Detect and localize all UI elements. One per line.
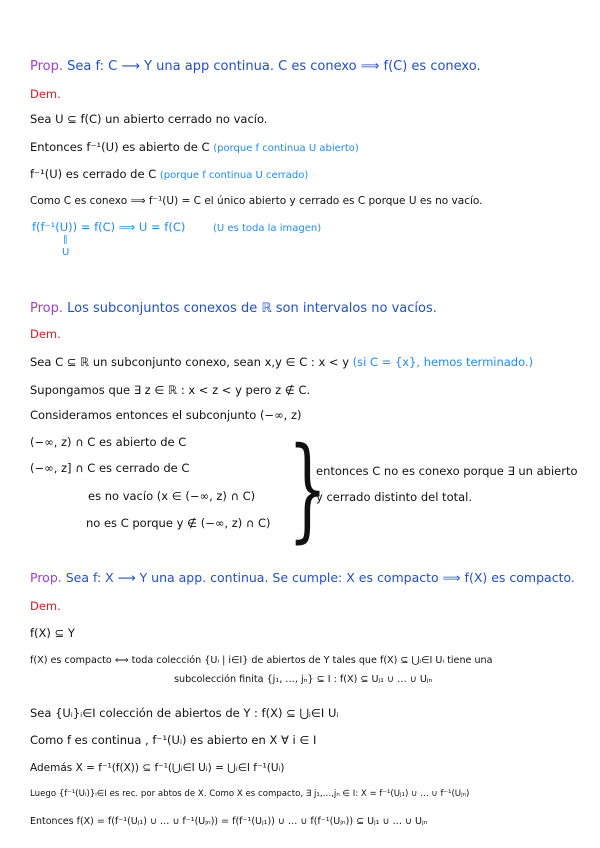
prop3-line7: Entonces f(X) = f(f⁻¹(Uⱼ₁) ∪ … ∪ f⁻¹(Uⱼₙ)) = f(f⁻¹(Uⱼ₁)) ∪ … ∪ f(f⁻¹(Uⱼₙ)) ⊆ Uⱼ₁ ∪ … ∪ Uⱼₙ — [30, 816, 428, 827]
prop2-concl2: y cerrado distinto del total. — [316, 490, 473, 504]
prop2-line1-note: (si C = {x}, hemos terminado.) — [352, 355, 534, 369]
prop1-label: Prop. — [30, 59, 64, 74]
prop1-line2 — [30, 142, 359, 154]
prop2-line1 — [30, 357, 533, 369]
prop1-line4: Como C es conexo ⟹ f⁻¹(U) = C el único abierto y cerrado es C porque U es no vacío. — [30, 195, 483, 207]
prop1-line5-u: U — [62, 247, 70, 258]
prop1-line3 — [30, 169, 308, 181]
prop2-line2: Supongamos que ∃ z ∈ ℝ : x < z < y pero z ∉ C. — [30, 383, 311, 397]
prop2-line6: es no vacío (x ∈ (−∞, z) ∩ C) — [88, 489, 256, 503]
prop3-line4: Como f es continua , f⁻¹(Uᵢ) es abierto en X ∀ i ∈ I — [30, 733, 317, 747]
prop2-statement: Los subconjuntos conexos de ℝ son intervalos no vacíos. — [67, 301, 437, 316]
prop2-concl1: entonces C no es conexo porque ∃ un abierto — [316, 464, 578, 478]
prop2-heading — [30, 302, 437, 315]
prop2-line5: (−∞, z] ∩ C es cerrado de C — [30, 461, 190, 475]
prop1-line3-note: (porque f continua U cerrado) — [159, 170, 309, 181]
prop1-dem-label: Dem. — [30, 87, 61, 101]
prop1-line5-eq: f(f⁻¹(U)) = f(C) ⟹ U = f(C) — [32, 220, 186, 234]
prop2-line7: no es C porque y ∉ (−∞, z) ∩ C) — [86, 516, 271, 530]
prop1-line3-text: f⁻¹(U) es cerrado de C — [30, 167, 157, 181]
prop3-line2: f(X) es compacto ⟺ toda colección {Uᵢ | i∈I} de abiertos de Y tales que f(X) ⊆ ⋃ᵢ∈I Uᵢ tiene una — [30, 655, 493, 666]
prop3-heading — [30, 572, 575, 585]
prop1-line5-mark: ∥ — [63, 235, 68, 245]
prop3-dem-label: Dem. — [30, 599, 61, 613]
right-brace: } — [288, 424, 328, 554]
prop1-line2-text: Entonces f⁻¹(U) es abierto de C — [30, 140, 210, 154]
prop1-line5 — [32, 222, 321, 234]
prop2-line4: (−∞, z) ∩ C es abierto de C — [30, 435, 187, 449]
prop2-line1-text: Sea C ⊆ ℝ un subconjunto conexo, sean x,y ∈ C : x < y — [30, 355, 349, 369]
prop1-line5-note: (U es toda la imagen) — [213, 223, 322, 234]
prop3-line2b: subcolección finita {j₁, …, jₙ} ⊆ I : f(X) ⊆ Uⱼ₁ ∪ … ∪ Uⱼₙ — [174, 674, 433, 685]
prop2-line3: Consideramos entonces el subconjunto (−∞, z) — [30, 408, 302, 422]
prop1-line1: Sea U ⊆ f(C) un abierto cerrado no vacío. — [30, 112, 268, 126]
prop3-line5: Además X = f⁻¹(f(X)) ⊆ f⁻¹(⋃ᵢ∈I Uᵢ) = ⋃ᵢ∈I f⁻¹(Uᵢ) — [30, 762, 285, 774]
prop2-dem-label: Dem. — [30, 327, 61, 341]
prop3-statement: Sea f: X ⟶ Y una app. continua. Se cumple: X es compacto ⟹ f(X) es compacto. — [65, 570, 575, 585]
prop1-heading — [30, 60, 481, 73]
prop1-line2-note: (porque f continua U abierto) — [213, 143, 359, 154]
prop3-label: Prop. — [30, 570, 62, 585]
prop3-line6: Luego {f⁻¹(Uᵢ)}ᵢ∈I es rec. por abtos de X. Como X es compacto, ∃ j₁,…,jₙ ∈ I: X = f⁻¹(Uⱼ₁) ∪ … ∪ f⁻¹(Uⱼₙ) — [30, 789, 470, 799]
prop3-line3: Sea {Uᵢ}ᵢ∈I colección de abiertos de Y : f(X) ⊆ ⋃ᵢ∈I Uᵢ — [30, 706, 339, 720]
prop2-label: Prop. — [30, 301, 64, 316]
prop3-line1: f(X) ⊆ Y — [30, 626, 75, 640]
prop1-statement: Sea f: C ⟶ Y una app continua. C es conexo ⟹ f(C) es conexo. — [67, 59, 481, 74]
